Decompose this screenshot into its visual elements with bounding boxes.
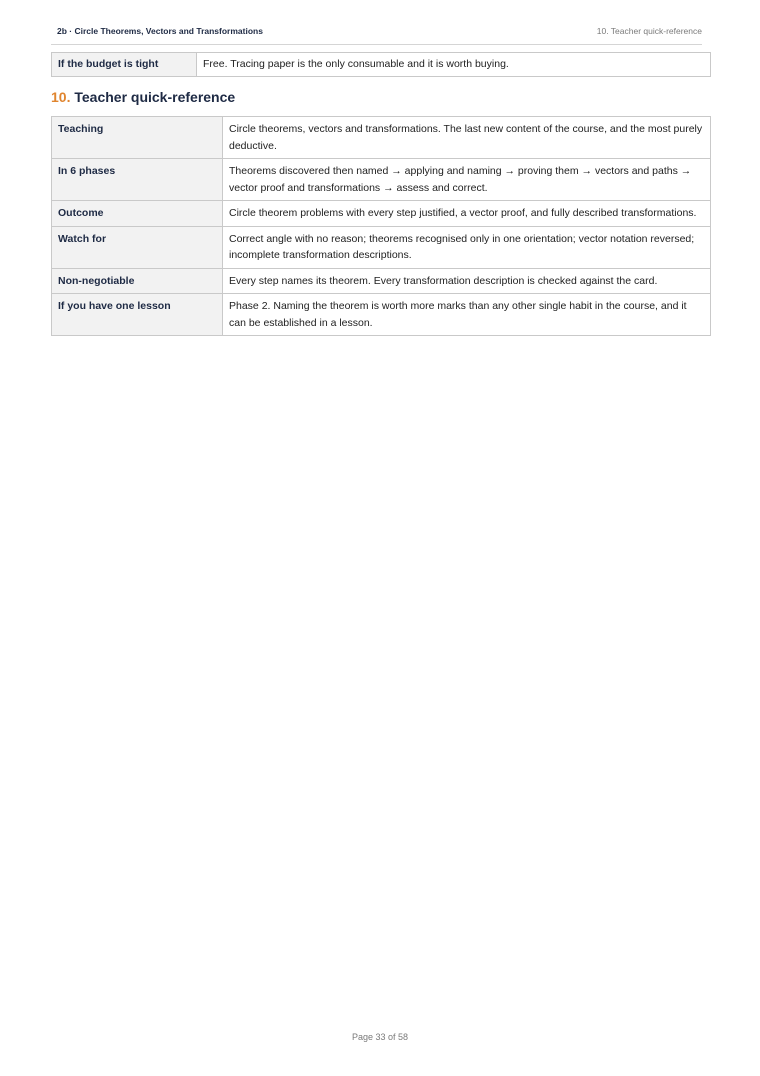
page-number: Page 33 of 58 (351, 1032, 409, 1042)
row-label: Non-negotiable (52, 268, 223, 294)
row-label: In 6 phases (52, 159, 223, 201)
quick-reference-table (51, 116, 711, 336)
row-value: Every step names its theorem. Every transformation description is checked against the card. (223, 268, 711, 294)
row-value: Circle theorems, vectors and transformations. The last new content of the course, and the most purely deductive. (223, 117, 711, 159)
document-title: 2b · Circle Theorems, Vectors and Transformations (57, 26, 263, 36)
table-row (52, 117, 711, 159)
row-label: Teaching (52, 117, 223, 159)
table-row (52, 159, 711, 201)
section-running-title: 10. Teacher quick-reference (596, 26, 702, 36)
row-value: Free. Tracing paper is the only consumable and it is worth buying. (197, 53, 711, 77)
table-row (52, 226, 711, 268)
row-value: Circle theorem problems with every step justified, a vector proof, and fully described transformations. (223, 201, 711, 227)
table-row (52, 201, 711, 227)
section-number: 10. (51, 89, 71, 105)
page-header (51, 26, 702, 45)
section-title: Teacher quick-reference (74, 89, 236, 105)
row-value: Correct angle with no reason; theorems recognised only in one orientation; vector notation reversed; incomplete transformation descriptions. (223, 226, 711, 268)
row-label: Watch for (52, 226, 223, 268)
table-row (52, 294, 711, 336)
section-heading (51, 89, 235, 105)
row-label: If the budget is tight (52, 53, 197, 77)
budget-table (51, 52, 711, 77)
table-row (52, 268, 711, 294)
row-value: Phase 2. Naming the theorem is worth more marks than any other single habit in the course, and it can be established in a lesson. (223, 294, 711, 336)
table-row (52, 53, 711, 77)
row-label: If you have one lesson (52, 294, 223, 336)
row-value: Theorems discovered then named → applying and naming → proving them → vectors and paths → vector proof and transformations → assess and correct. (223, 159, 711, 201)
row-label: Outcome (52, 201, 223, 227)
